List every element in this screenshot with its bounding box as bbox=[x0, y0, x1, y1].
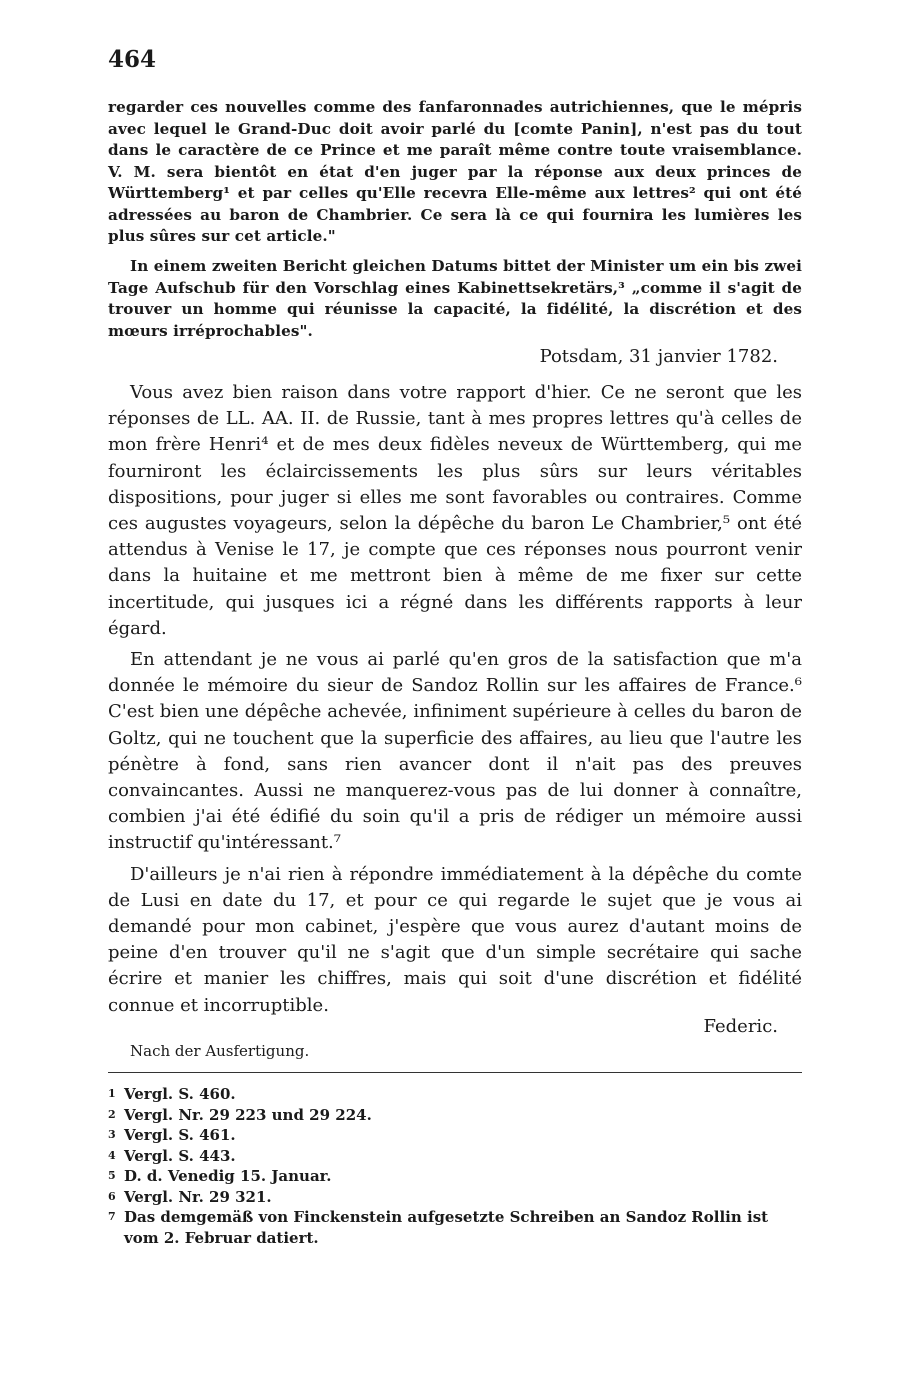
signature: Federic. bbox=[703, 1016, 778, 1037]
footnote-text: Vergl. S. 443. bbox=[124, 1146, 236, 1165]
footnote-mark: 7 bbox=[108, 1210, 116, 1223]
source-note: Nach der Ausfertigung. bbox=[130, 1042, 310, 1060]
footnote-mark: 6 bbox=[108, 1189, 116, 1203]
footnote bbox=[108, 1187, 802, 1208]
footnote-text: Vergl. S. 461. bbox=[124, 1126, 236, 1144]
footnote-text: Vergl. Nr. 29 321. bbox=[124, 1187, 272, 1206]
footnote-mark: 1 bbox=[108, 1087, 116, 1100]
footnote-mark: 3 bbox=[108, 1128, 116, 1141]
letter-body bbox=[108, 380, 802, 1024]
footnote-mark: 4 bbox=[108, 1148, 116, 1162]
quoted-report-text: regarder ces nouvelles comme des fanfaronnades autrichiennes, que le mépris avec lequel le Grand-Duc doit avoir parlé du [comte Panin], n'est pas du tout dans le caractère de ce Prince et me paraît même contre toute vraisemblance. V. M. sera bientôt en état d'en juger par la réponse aux deux princes de Württemberg¹ et par celles qu'Elle recevra Elle-même aux lettres² qui ont été adressées au baron de Chambrier. Ce sera là ce qui fournira les lumières les plus sûres sur cet article." bbox=[108, 98, 802, 245]
page-number: 464 bbox=[108, 46, 157, 73]
footnote bbox=[108, 1105, 802, 1126]
footnote-mark: 2 bbox=[108, 1107, 116, 1121]
editorial-note: In einem zweiten Bericht gleichen Datums bittet der Minister um ein bis zwei Tage Aufschub für den Vorschlag eines Kabinettsekretärs,³ „comme il s'agit de trouver un homme qui réunisse la capacité, la fidélité, la discrétion et des mœurs irréprochables". bbox=[108, 257, 802, 340]
footnote-mark: 5 bbox=[108, 1169, 116, 1182]
footnote-text: Vergl. S. 460. bbox=[124, 1085, 236, 1103]
footnote bbox=[108, 1125, 802, 1146]
footnote-text: Vergl. Nr. 29 223 und 29 224. bbox=[124, 1105, 372, 1124]
footnote-text: D. d. Venedig 15. Januar. bbox=[124, 1167, 332, 1185]
footnote-divider bbox=[108, 1072, 802, 1073]
letter-paragraph-2: En attendant je ne vous ai parlé qu'en gros de la satisfaction que m'a donnée le mémoire du sieur de Sandoz Rollin sur les affaires de France.⁶ C'est bien une dépêche achevée, infiniment supérieure à celles du baron de Goltz, qui ne touchent que la superficie des affaires, au lieu que l'autre les pénètre à fond, sans rien avancer dont il n'ait pas des preuves convaincantes. Aussi ne manquerez-vous pas de lui donner à connaître, combien j'ai été édifié du soin qu'il a pris de rédiger un mémoire aussi instructif qu'intéressant.⁷ bbox=[108, 649, 802, 854]
footnote bbox=[108, 1207, 802, 1248]
footnote bbox=[108, 1146, 802, 1167]
footnotes bbox=[108, 1084, 802, 1248]
letter-paragraph-3: D'ailleurs je n'ai rien à répondre immédiatement à la dépêche du comte de Lusi en date du 17, et pour ce qui regarde le sujet que je vous ai demandé pour mon cabinet, j'espère que vous aurez d'autant moins de peine d'en trouver qu'il ne s'agit que d'un simple secrétaire qui sache écrire et manier les chiffres, mais qui soit d'une discrétion et fidélité connue et incorruptible. bbox=[108, 863, 802, 1016]
letter-paragraph-1: Vous avez bien raison dans votre rapport d'hier. Ce ne seront que les réponses de LL. AA. II. de Russie, tant à mes propres lettres qu'à celles de mon frère Henri⁴ et de mes deux fidèles neveux de Württemberg, qui me fourniront les éclaircissements les plus sûrs sur leurs véritables dispositions, pour juger si elles me sont favorables ou contraires. Comme ces augustes voyageurs, selon la dépêche du baron Le Chambrier,⁵ ont été attendus à Venise le 17, je compte que ces réponses nous pourront venir dans la huitaine et me mettront bien à même de me fixer sur cette incertitude, qui jusques ici a régné dans les différents rapports à leur égard. bbox=[108, 382, 802, 639]
footnote bbox=[108, 1166, 802, 1187]
footnote bbox=[108, 1084, 802, 1105]
footnote-text: Das demgemäß von Finckenstein aufgesetzte Schreiben an Sandoz Rollin ist vom 2. Februar datiert. bbox=[124, 1208, 769, 1247]
dateline: Potsdam, 31 janvier 1782. bbox=[539, 346, 778, 367]
